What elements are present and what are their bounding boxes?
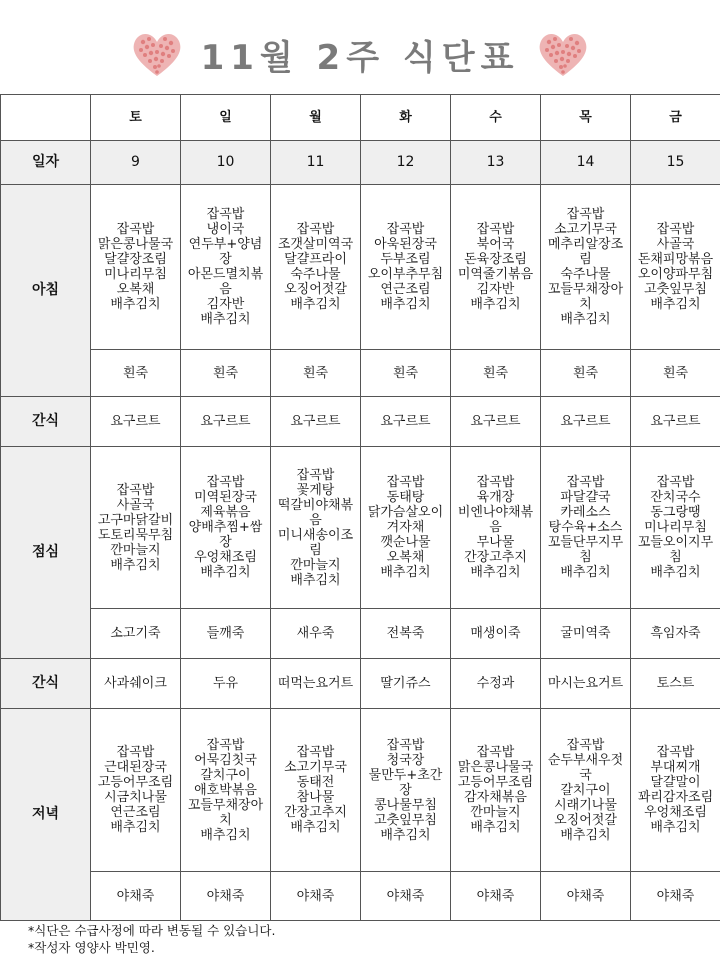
snack-cell: 요구르트 [271, 397, 361, 447]
menu-item: 연두부+양념 [188, 237, 263, 252]
date-cell: 9 [91, 141, 181, 185]
menu-item: 림 [309, 542, 322, 558]
menu-item: 음 [219, 282, 232, 297]
menu-item: 배추김치 [380, 297, 431, 312]
menu-item: 연근조림 [380, 282, 431, 297]
menu-item: 음 [489, 520, 502, 535]
snack-cell: 토스트 [631, 659, 720, 709]
menu-item: 파달걀국 [560, 490, 611, 505]
menu-item: 배추김치 [560, 827, 611, 843]
breakfast-cell [181, 185, 271, 350]
snack-cell: 마시는요거트 [541, 659, 631, 709]
menu-item: 북어국 [476, 237, 515, 252]
snack-cell: 요구르트 [91, 397, 181, 447]
menu-item: 배추김치 [650, 820, 701, 835]
dinner-cell [541, 709, 631, 872]
menu-item: 소고기무국 [554, 222, 617, 237]
menu-item: 배추김치 [200, 565, 251, 580]
menu-item: 감자채볶음 [464, 790, 527, 805]
menu-item: 오이부추무침 [367, 267, 444, 282]
menu-item: 잡곡밥 [476, 745, 515, 760]
porridge-cell: 흰죽 [91, 350, 181, 397]
breakfast-cell [361, 185, 451, 350]
menu-item: 잡곡밥 [656, 475, 695, 490]
menu-item: 꼬들오이지무 [637, 535, 714, 550]
menu-item: 미나리무침 [644, 520, 707, 535]
breakfast-cell [271, 185, 361, 350]
menu-item: 장 [219, 535, 232, 550]
breakfast-cell [541, 185, 631, 350]
porridge-cell: 흰죽 [181, 350, 271, 397]
lunch-cell [271, 447, 361, 609]
dinner-cell [271, 709, 361, 872]
date-cell: 12 [361, 141, 451, 185]
menu-item: 참나물 [296, 790, 335, 805]
snack-cell: 요구르트 [451, 397, 541, 447]
date-cell: 11 [271, 141, 361, 185]
menu-item: 잡곡밥 [206, 475, 245, 490]
day-header: 금 [631, 95, 720, 141]
date-cell: 15 [631, 141, 720, 185]
snack-cell: 딸기쥬스 [361, 659, 451, 709]
menu-item: 무나물 [476, 535, 515, 550]
menu-item: 숙주나물 [290, 267, 341, 282]
menu-item: 잡곡밥 [476, 222, 515, 237]
dinner-cell [631, 709, 720, 872]
menu-item: 제육볶음 [200, 505, 251, 520]
menu-item: 배추김치 [380, 565, 431, 580]
menu-item: 동태탕 [386, 490, 425, 505]
menu-item: 우엉채조림 [644, 805, 707, 820]
menu-item: 잡곡밥 [476, 475, 515, 490]
menu-item: 배추김치 [110, 297, 161, 312]
menu-item: 어묵김칫국 [194, 752, 257, 768]
menu-item: 맑은콩나물국 [97, 237, 174, 252]
menu-item: 겨자채 [386, 520, 425, 535]
menu-item: 배추김치 [470, 297, 521, 312]
breakfast-cell [631, 185, 720, 350]
menu-item: 갈치구이 [560, 782, 611, 798]
date-cell: 14 [541, 141, 631, 185]
menu-item: 잡곡밥 [116, 222, 155, 237]
porridge-cell: 전복죽 [361, 609, 451, 659]
menu-item: 달걀장조림 [104, 252, 167, 267]
porridge-cell: 흰죽 [631, 350, 720, 397]
dinner-cell [91, 709, 181, 872]
menu-item: 국 [579, 767, 592, 783]
menu-item: 비엔나야채볶 [457, 505, 534, 520]
menu-item: 잡곡밥 [656, 222, 695, 237]
porridge-cell: 흰죽 [271, 350, 361, 397]
day-header: 월 [271, 95, 361, 141]
menu-item: 사골국 [116, 497, 155, 513]
menu-item: 달걀말이 [650, 775, 701, 790]
porridge-cell: 소고기죽 [91, 609, 181, 659]
menu-item: 치 [579, 297, 592, 312]
snack-cell: 요구르트 [361, 397, 451, 447]
menu-item: 고등어무조림 [457, 775, 534, 790]
menu-item: 오징어젓갈 [284, 282, 347, 297]
menu-item: 잡곡밥 [296, 745, 335, 760]
menu-item: 배추김치 [650, 565, 701, 580]
footnote-author: *작성자 영양사 박민영. [28, 940, 155, 955]
porridge-cell: 들깨죽 [181, 609, 271, 659]
menu-item: 꼬들단무지무 [547, 535, 624, 550]
menu-item: 고춧잎무침 [644, 282, 707, 297]
menu-item: 배추김치 [470, 565, 521, 580]
porridge-cell: 야채죽 [451, 872, 541, 921]
menu-item: 미역된장국 [194, 490, 257, 505]
menu-item: 침 [579, 550, 592, 565]
menu-item: 두부조림 [380, 252, 431, 267]
dinner-cell [451, 709, 541, 872]
menu-item: 오복채 [386, 550, 425, 565]
menu-item: 간장고추지 [284, 805, 347, 820]
menu-item: 꼬들무채장아 [547, 282, 624, 297]
day-header: 목 [541, 95, 631, 141]
menu-item: 장 [399, 782, 412, 798]
menu-item: 돈채피망볶음 [637, 252, 714, 267]
menu-item: 소고기무국 [284, 760, 347, 775]
menu-item: 깐마늘지 [470, 805, 521, 820]
menu-item: 치 [219, 812, 232, 828]
menu-item: 시금치나물 [104, 790, 167, 805]
row-label-breakfast: 아침 [1, 185, 91, 397]
menu-item: 닭가슴살오이 [367, 505, 444, 520]
menu-item: 잡곡밥 [566, 475, 605, 490]
snack-cell: 요구르트 [181, 397, 271, 447]
snack-cell: 수정과 [451, 659, 541, 709]
menu-item: 잡곡밥 [296, 222, 335, 237]
menu-item: 배추김치 [290, 572, 341, 588]
menu-item: 오복채 [116, 282, 155, 297]
menu-item: 잡곡밥 [206, 737, 245, 753]
menu-item: 잡곡밥 [386, 475, 425, 490]
menu-item: 꽈리감자조림 [637, 790, 714, 805]
porridge-cell: 흰죽 [451, 350, 541, 397]
footnotes [28, 922, 275, 956]
menu-item: 잡곡밥 [566, 207, 605, 222]
corner-cell [1, 95, 91, 141]
menu-item: 잡곡밥 [566, 737, 605, 753]
menu-item: 김자반 [476, 282, 515, 297]
menu-item: 잡곡밥 [386, 222, 425, 237]
menu-item: 배추김치 [560, 565, 611, 580]
menu-item: 메추리알장조 [547, 237, 624, 252]
menu-item: 미니새송이조 [277, 527, 354, 543]
menu-item: 돈육장조림 [464, 252, 527, 267]
snack-cell: 요구르트 [631, 397, 720, 447]
menu-item: 잡곡밥 [656, 745, 695, 760]
snack-cell: 요구르트 [541, 397, 631, 447]
lunch-cell [361, 447, 451, 609]
menu-item: 연근조림 [110, 805, 161, 820]
menu-item: 애호박볶음 [194, 782, 257, 798]
title-bar [0, 22, 720, 86]
menu-item: 아몬드멸치볶 [187, 267, 264, 282]
row-label-lunch: 점심 [1, 447, 91, 659]
menu-item: 떡갈비야채볶 [277, 497, 354, 513]
menu-item: 간장고추지 [464, 550, 527, 565]
porridge-cell: 야채죽 [361, 872, 451, 921]
menu-item: 근대된장국 [104, 760, 167, 775]
date-cell: 13 [451, 141, 541, 185]
lunch-cell [451, 447, 541, 609]
heart-left-icon [131, 30, 183, 78]
menu-item: 양배추찜+쌈 [188, 520, 263, 535]
menu-item: 콩나물무침 [374, 797, 437, 813]
menu-item: 배추김치 [290, 297, 341, 312]
menu-item: 배추김치 [650, 297, 701, 312]
menu-item: 배추김치 [110, 557, 161, 573]
footnote-supply: *식단은 수급사정에 따라 변동될 수 있습니다. [28, 923, 276, 938]
menu-item: 시래기나물 [554, 797, 617, 813]
menu-item: 배추김치 [560, 312, 611, 327]
day-header: 화 [361, 95, 451, 141]
menu-item: 깐마늘지 [110, 542, 161, 558]
porridge-cell: 새우죽 [271, 609, 361, 659]
menu-item: 림 [579, 252, 592, 267]
menu-item: 장 [219, 252, 232, 267]
menu-item: 순두부새우젓 [547, 752, 624, 768]
day-header: 수 [451, 95, 541, 141]
porridge-cell: 야채죽 [541, 872, 631, 921]
breakfast-cell [91, 185, 181, 350]
breakfast-cell [451, 185, 541, 350]
lunch-cell [181, 447, 271, 609]
menu-item: 배추김치 [380, 827, 431, 843]
menu-item: 배추김치 [200, 312, 251, 327]
menu-item: 사골국 [656, 237, 695, 252]
menu-item: 냉이국 [206, 222, 245, 237]
menu-item: 잡곡밥 [116, 482, 155, 498]
menu-item: 미역줄기볶음 [457, 267, 534, 282]
porridge-cell: 야채죽 [181, 872, 271, 921]
porridge-cell: 굴미역죽 [541, 609, 631, 659]
lunch-cell [631, 447, 720, 609]
menu-item: 꽃게탕 [296, 482, 335, 498]
menu-item: 오징어젓갈 [554, 812, 617, 828]
porridge-cell: 매생이죽 [451, 609, 541, 659]
menu-item: 아욱된장국 [374, 237, 437, 252]
menu-item: 배추김치 [110, 820, 161, 835]
menu-item: 미나리무침 [104, 267, 167, 282]
menu-item: 김자반 [206, 297, 245, 312]
menu-item: 조갯살미역국 [277, 237, 354, 252]
menu-item: 잔치국수 [650, 490, 701, 505]
menu-item: 동태전 [296, 775, 335, 790]
menu-item: 맑은콩나물국 [457, 760, 534, 775]
menu-item: 고춧잎무침 [374, 812, 437, 828]
menu-item: 잡곡밥 [116, 745, 155, 760]
menu-item: 고등어무조림 [97, 775, 174, 790]
day-header: 토 [91, 95, 181, 141]
menu-item: 물만두+초간 [368, 767, 443, 783]
heart-right-icon [537, 30, 589, 78]
row-label-snack: 간식 [1, 397, 91, 447]
menu-item: 우엉채조림 [194, 550, 257, 565]
lunch-cell [541, 447, 631, 609]
date-cell: 10 [181, 141, 271, 185]
menu-item: 오이양파무침 [637, 267, 714, 282]
porridge-cell: 흑임자죽 [631, 609, 720, 659]
menu-item: 고구마닭갈비 [97, 512, 174, 528]
menu-item: 부대찌개 [650, 760, 701, 775]
porridge-cell: 야채죽 [631, 872, 720, 921]
menu-item: 카레소스 [560, 505, 611, 520]
snack-cell: 두유 [181, 659, 271, 709]
menu-item: 배추김치 [470, 820, 521, 835]
menu-item: 갈치구이 [200, 767, 251, 783]
menu-item: 꼬들무채장아 [187, 797, 264, 813]
snack-cell: 떠먹는요거트 [271, 659, 361, 709]
menu-item: 음 [309, 512, 322, 528]
porridge-cell: 야채죽 [91, 872, 181, 921]
menu-item: 침 [669, 550, 682, 565]
snack-cell: 사과쉐이크 [91, 659, 181, 709]
menu-item: 탕수육+소스 [548, 520, 623, 535]
menu-item: 청국장 [386, 752, 425, 768]
menu-item: 도토리묵무침 [97, 527, 174, 543]
day-header: 일 [181, 95, 271, 141]
menu-item: 육개장 [476, 490, 515, 505]
row-label-date: 일자 [1, 141, 91, 185]
dinner-cell [361, 709, 451, 872]
row-label-snack: 간식 [1, 659, 91, 709]
porridge-cell: 흰죽 [541, 350, 631, 397]
row-label-dinner: 저녁 [1, 709, 91, 921]
porridge-cell: 흰죽 [361, 350, 451, 397]
page-title: 11월 2주 식단표 [200, 37, 520, 78]
menu-item: 배추김치 [200, 827, 251, 843]
lunch-cell [91, 447, 181, 609]
menu-item: 달걀프라이 [284, 252, 347, 267]
menu-item: 깐마늘지 [290, 557, 341, 573]
menu-item: 숙주나물 [560, 267, 611, 282]
menu-item: 깻순나물 [380, 535, 431, 550]
menu-item: 잡곡밥 [296, 467, 335, 483]
dinner-cell [181, 709, 271, 872]
menu-item: 배추김치 [290, 820, 341, 835]
menu-item: 잡곡밥 [386, 737, 425, 753]
menu-item: 동그랑땡 [650, 505, 701, 520]
menu-item: 잡곡밥 [206, 207, 245, 222]
porridge-cell: 야채죽 [271, 872, 361, 921]
menu-table [0, 94, 720, 921]
